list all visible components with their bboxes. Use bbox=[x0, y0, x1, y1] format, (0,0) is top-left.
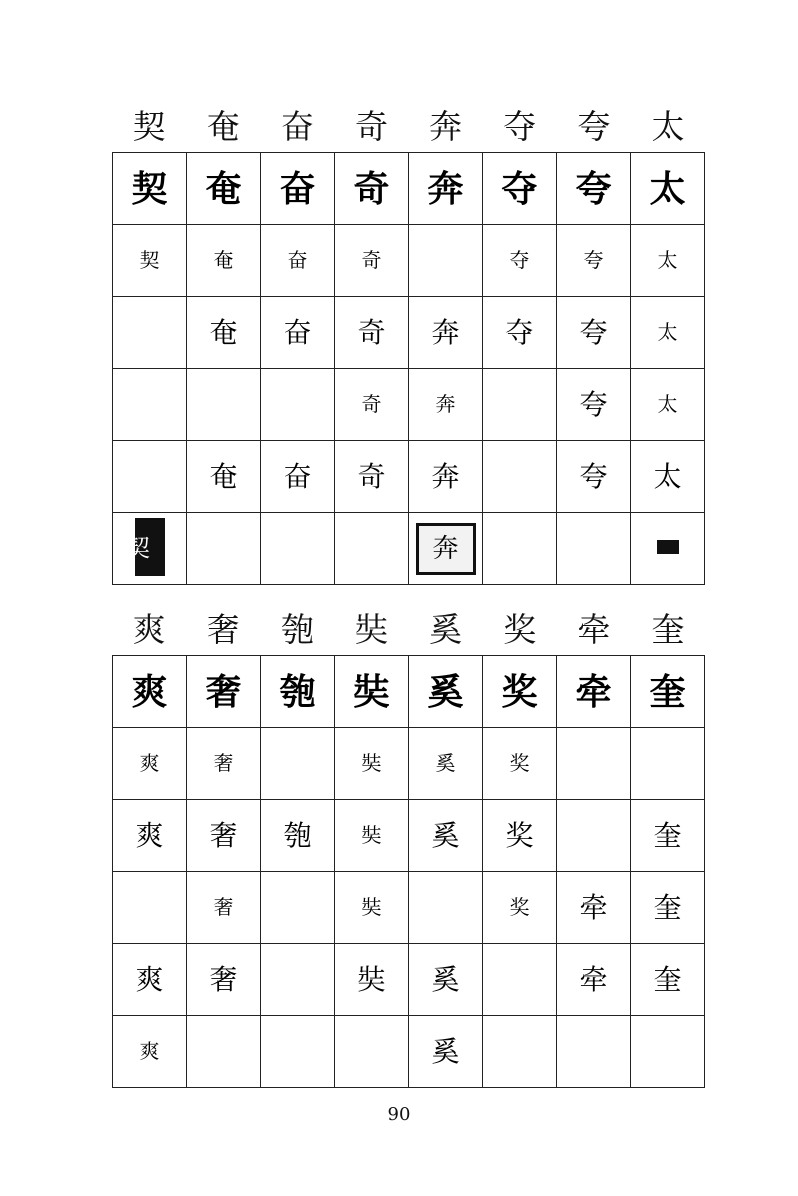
glyph-cell bbox=[483, 800, 557, 872]
glyph-variant: 奋 bbox=[287, 248, 308, 272]
glyph-variant: 奖 bbox=[509, 751, 530, 775]
glyph-cell bbox=[261, 297, 335, 369]
header-char: 奎 bbox=[651, 609, 685, 649]
character-section-1 bbox=[112, 100, 705, 585]
glyph-variant: 奇 bbox=[361, 392, 382, 416]
glyph-cell bbox=[113, 513, 187, 585]
header-char: 夸 bbox=[577, 106, 611, 146]
glyph-cell bbox=[557, 441, 631, 513]
glyph-variant: 奇 bbox=[357, 459, 386, 493]
glyph-variant: 奔 bbox=[435, 392, 456, 416]
glyph-cell bbox=[187, 656, 261, 728]
glyph-variant: 夸 bbox=[583, 248, 604, 272]
header-char: 奢 bbox=[206, 609, 240, 649]
glyph-cell bbox=[261, 1016, 335, 1088]
glyph-variant: 奔 bbox=[427, 167, 464, 210]
header-row-1 bbox=[112, 100, 705, 152]
glyph-variant: 契 bbox=[135, 518, 165, 576]
glyph-cell bbox=[113, 1016, 187, 1088]
glyph-cell bbox=[483, 728, 557, 800]
glyph-cell bbox=[335, 441, 409, 513]
glyph-variant: 奔 bbox=[431, 459, 460, 493]
glyph-cell bbox=[261, 369, 335, 441]
glyph-cell bbox=[409, 513, 483, 585]
glyph-cell bbox=[335, 872, 409, 944]
glyph-cell bbox=[557, 225, 631, 297]
glyph-cell bbox=[113, 728, 187, 800]
glyph-cell bbox=[187, 225, 261, 297]
table-row bbox=[113, 944, 705, 1016]
glyph-cell bbox=[631, 1016, 705, 1088]
glyph-cell bbox=[631, 369, 705, 441]
glyph-cell bbox=[631, 656, 705, 728]
table-row bbox=[113, 369, 705, 441]
glyph-cell bbox=[187, 1016, 261, 1088]
glyph-variant: 奋 bbox=[283, 459, 312, 493]
glyph-variant: 奔 bbox=[431, 315, 460, 349]
glyph-cell bbox=[631, 728, 705, 800]
glyph-variant: 奘 bbox=[353, 670, 390, 713]
glyph-cell bbox=[113, 369, 187, 441]
glyph-variant: 太 bbox=[649, 167, 686, 210]
table-row bbox=[113, 1016, 705, 1088]
glyph-variant: 奚 bbox=[427, 670, 464, 713]
header-char: 匏 bbox=[280, 609, 314, 649]
glyph-cell bbox=[483, 153, 557, 225]
glyph-variant: 牵 bbox=[579, 890, 608, 924]
glyph-variant: 奘 bbox=[361, 751, 382, 775]
glyph-cell bbox=[187, 369, 261, 441]
glyph-variant: 奖 bbox=[505, 818, 534, 852]
glyph-cell bbox=[409, 1016, 483, 1088]
glyph-variant: 奎 bbox=[653, 962, 682, 996]
glyph-cell bbox=[631, 944, 705, 1016]
glyph-cell bbox=[335, 153, 409, 225]
glyph-variant: 爽 bbox=[139, 751, 160, 775]
glyph-cell bbox=[631, 297, 705, 369]
glyph-cell bbox=[557, 1016, 631, 1088]
glyph-cell bbox=[557, 728, 631, 800]
glyph-variant: 太 bbox=[657, 320, 678, 344]
glyph-variant: 匏 bbox=[283, 818, 312, 852]
glyph-variant: 奢 bbox=[213, 751, 234, 775]
glyph-cell bbox=[557, 297, 631, 369]
glyph-table-1 bbox=[112, 152, 705, 585]
glyph-cell bbox=[557, 153, 631, 225]
glyph-cell bbox=[335, 1016, 409, 1088]
glyph-variant: 爽 bbox=[131, 670, 168, 713]
glyph-cell bbox=[187, 944, 261, 1016]
glyph-variant: 夸 bbox=[579, 315, 608, 349]
header-char: 契 bbox=[132, 106, 166, 146]
glyph-cell bbox=[409, 872, 483, 944]
glyph-variant: 夸 bbox=[579, 459, 608, 493]
glyph-cell bbox=[187, 800, 261, 872]
glyph-cell bbox=[483, 441, 557, 513]
glyph-variant: 奄 bbox=[205, 167, 242, 210]
header-char: 奘 bbox=[354, 609, 388, 649]
glyph-cell bbox=[409, 369, 483, 441]
glyph-cell bbox=[631, 153, 705, 225]
glyph-variant: 奋 bbox=[279, 167, 316, 210]
glyph-variant: 奘 bbox=[361, 895, 382, 919]
glyph-cell bbox=[187, 153, 261, 225]
glyph-variant: 奎 bbox=[649, 670, 686, 713]
table-row bbox=[113, 441, 705, 513]
glyph-cell bbox=[409, 225, 483, 297]
glyph-variant: 奢 bbox=[209, 962, 238, 996]
glyph-variant: 夺 bbox=[505, 315, 534, 349]
glyph-cell bbox=[113, 153, 187, 225]
glyph-cell bbox=[557, 944, 631, 1016]
glyph-variant bbox=[657, 540, 679, 554]
table-row bbox=[113, 656, 705, 728]
header-char: 牵 bbox=[577, 609, 611, 649]
glyph-cell bbox=[335, 728, 409, 800]
table-row bbox=[113, 297, 705, 369]
header-char: 奋 bbox=[280, 106, 314, 146]
glyph-cell bbox=[483, 872, 557, 944]
glyph-cell bbox=[187, 297, 261, 369]
glyph-cell bbox=[187, 441, 261, 513]
glyph-variant: 匏 bbox=[279, 670, 316, 713]
glyph-cell bbox=[557, 800, 631, 872]
glyph-cell bbox=[335, 944, 409, 1016]
glyph-variant: 夺 bbox=[501, 167, 538, 210]
glyph-cell bbox=[409, 297, 483, 369]
glyph-variant: 奄 bbox=[209, 459, 238, 493]
glyph-variant: 夸 bbox=[579, 387, 608, 421]
character-section-2 bbox=[112, 603, 705, 1088]
glyph-cell bbox=[335, 369, 409, 441]
glyph-variant: 奢 bbox=[209, 818, 238, 852]
glyph-cell bbox=[631, 800, 705, 872]
glyph-cell bbox=[483, 513, 557, 585]
glyph-variant: 奚 bbox=[431, 1034, 460, 1068]
header-char: 爽 bbox=[132, 609, 166, 649]
glyph-cell bbox=[557, 369, 631, 441]
glyph-cell bbox=[187, 513, 261, 585]
glyph-variant: 奘 bbox=[361, 823, 382, 847]
glyph-variant: 契 bbox=[131, 167, 168, 210]
glyph-cell bbox=[409, 656, 483, 728]
glyph-cell bbox=[113, 225, 187, 297]
glyph-variant: 契 bbox=[139, 248, 160, 272]
glyph-cell bbox=[261, 944, 335, 1016]
table-row bbox=[113, 800, 705, 872]
glyph-cell bbox=[409, 800, 483, 872]
glyph-variant: 奇 bbox=[353, 167, 390, 210]
glyph-variant: 牵 bbox=[575, 670, 612, 713]
glyph-variant: 牵 bbox=[579, 962, 608, 996]
header-row-2 bbox=[112, 603, 705, 655]
glyph-variant: 奚 bbox=[431, 962, 460, 996]
glyph-cell bbox=[483, 225, 557, 297]
glyph-cell bbox=[335, 297, 409, 369]
glyph-variant: 奇 bbox=[357, 315, 386, 349]
glyph-cell bbox=[261, 441, 335, 513]
glyph-cell bbox=[113, 297, 187, 369]
glyph-variant: 奚 bbox=[431, 818, 460, 852]
table-row bbox=[113, 225, 705, 297]
glyph-cell bbox=[261, 728, 335, 800]
glyph-cell bbox=[483, 656, 557, 728]
glyph-variant: 爽 bbox=[139, 1039, 160, 1063]
glyph-variant: 奋 bbox=[283, 315, 312, 349]
glyph-cell bbox=[261, 513, 335, 585]
glyph-variant: 夸 bbox=[575, 167, 612, 210]
glyph-cell bbox=[557, 656, 631, 728]
glyph-cell bbox=[631, 225, 705, 297]
glyph-cell bbox=[187, 872, 261, 944]
header-char: 奚 bbox=[429, 609, 463, 649]
glyph-variant: 夺 bbox=[509, 248, 530, 272]
header-char: 奖 bbox=[503, 609, 537, 649]
glyph-variant: 奄 bbox=[209, 315, 238, 349]
glyph-cell bbox=[483, 369, 557, 441]
glyph-cell bbox=[113, 800, 187, 872]
glyph-variant: 太 bbox=[653, 459, 682, 493]
glyph-variant: 奇 bbox=[361, 248, 382, 272]
glyph-cell bbox=[113, 441, 187, 513]
glyph-variant: 太 bbox=[657, 248, 678, 272]
glyph-variant: 爽 bbox=[135, 962, 164, 996]
glyph-cell bbox=[261, 656, 335, 728]
header-char: 夺 bbox=[503, 106, 537, 146]
glyph-cell bbox=[261, 872, 335, 944]
glyph-cell bbox=[409, 153, 483, 225]
glyph-cell bbox=[261, 800, 335, 872]
glyph-cell bbox=[557, 872, 631, 944]
table-row bbox=[113, 153, 705, 225]
glyph-table-2 bbox=[112, 655, 705, 1088]
glyph-cell bbox=[483, 1016, 557, 1088]
glyph-cell bbox=[335, 656, 409, 728]
glyph-variant: 奄 bbox=[213, 248, 234, 272]
glyph-variant: 奢 bbox=[205, 670, 242, 713]
glyph-cell bbox=[631, 872, 705, 944]
glyph-cell bbox=[335, 513, 409, 585]
glyph-variant: 奚 bbox=[435, 751, 456, 775]
glyph-cell bbox=[409, 441, 483, 513]
glyph-cell bbox=[261, 225, 335, 297]
header-char: 奄 bbox=[206, 106, 240, 146]
glyph-variant: 爽 bbox=[135, 818, 164, 852]
glyph-cell bbox=[557, 513, 631, 585]
glyph-variant: 奎 bbox=[653, 818, 682, 852]
header-char: 太 bbox=[651, 106, 685, 146]
glyph-cell bbox=[113, 872, 187, 944]
glyph-cell bbox=[335, 800, 409, 872]
header-char: 奔 bbox=[429, 106, 463, 146]
glyph-cell bbox=[335, 225, 409, 297]
glyph-cell bbox=[483, 944, 557, 1016]
glyph-cell bbox=[409, 728, 483, 800]
glyph-cell bbox=[483, 297, 557, 369]
header-char: 奇 bbox=[354, 106, 388, 146]
glyph-cell bbox=[261, 153, 335, 225]
page-number: 90 bbox=[387, 1104, 411, 1125]
glyph-variant: 奖 bbox=[509, 895, 530, 919]
table-row bbox=[113, 872, 705, 944]
glyph-variant: 奘 bbox=[357, 962, 386, 996]
glyph-variant: 奎 bbox=[653, 890, 682, 924]
glyph-cell bbox=[409, 944, 483, 1016]
glyph-variant: 奢 bbox=[213, 895, 234, 919]
glyph-variant: 太 bbox=[657, 392, 678, 416]
glyph-variant: 奖 bbox=[501, 670, 538, 713]
glyph-cell bbox=[631, 441, 705, 513]
glyph-variant: 奔 bbox=[416, 523, 476, 575]
glyph-cell bbox=[187, 728, 261, 800]
table-row bbox=[113, 513, 705, 585]
glyph-cell bbox=[631, 513, 705, 585]
glyph-cell bbox=[113, 656, 187, 728]
table-row bbox=[113, 728, 705, 800]
glyph-cell bbox=[113, 944, 187, 1016]
